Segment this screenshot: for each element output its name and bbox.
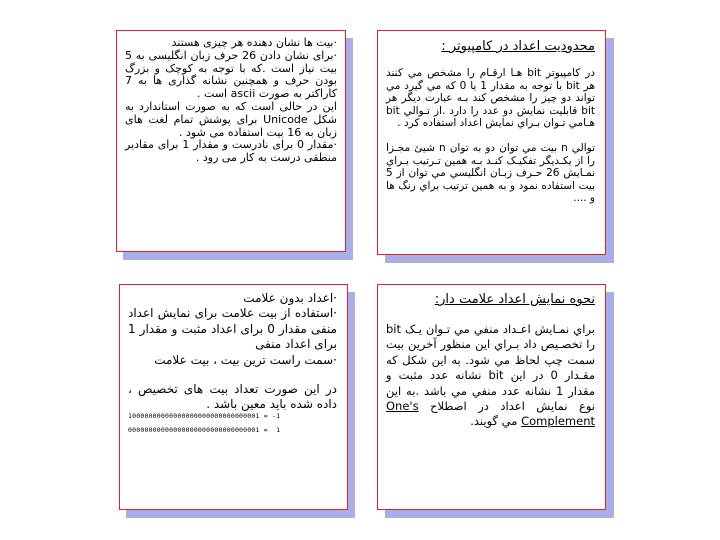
- card-paragraph: [386, 322, 595, 430]
- card-paragraph-text: براي نمـايش اعـداد منفي مي تـوان يـک bit را تخصـيص داد بـراي اين منظور آخرين بيت سمت چپ لحاظ مي شود. به اين شکل که مقـدار 0 در اين bit نشانه عدد مثبت و مقدار 1 نشانه عدد منفي مي باشد .به اين نوع نمايش اعداد در اصطلاح: [386, 322, 596, 414]
- binary-example-line: 00000000000000000000000000000001 = 1: [128, 425, 281, 434]
- card-title: نحوه نمايش اعداد علامت دار:: [434, 292, 595, 307]
- card-sign-bit: [119, 284, 348, 510]
- card-paragraph-end: مي گويند.: [470, 414, 518, 429]
- ones-complement-term: One's Complement: [386, 399, 595, 429]
- binary-example-line: 10000000000000000000000000000001 = -1: [128, 411, 281, 420]
- card-signed-numbers: [377, 284, 606, 510]
- bullet-item: ·سمت راست ترین بیت ، بیت علامت: [154, 352, 337, 367]
- bullet-item: ·مقدار 0 برای نادرست و مقدار 1 برای مقادیر منطقی درست به کار می رود .: [125, 138, 337, 165]
- card-number-limits: [377, 30, 606, 255]
- card-title: محدوديت اعداد در کامپيوتر :: [441, 39, 595, 54]
- card-paragraph: توالي n بيت مي توان دو به توان n شيئ مجـزا را از يکـديگر تفکيـک کنـد بـه همين تـرتيب بـراي نمـايش 26 حـرف زبـان انگليسي مي توان از 5 بيت استفاده نمود و به همين ترتيب براي رنگ ها و ....: [386, 141, 596, 205]
- bullet-item: ·استفاده از بیت علامت برای نمایش اعداد منفی مقدار 0 برای اعداد مثبت و مقدار 1 برای اعداد منفی: [128, 306, 337, 352]
- card-paragraph: این در حالی است که به صورت استاندارد به شکل Unicode برای پوشش تمام لغت های زبان به 16 بیت استفاده می شود .: [125, 99, 337, 139]
- card-paragraph: در کامپيوتر bit هـا ارقـام را مشخص مي کنند هر bit با توجه به مقدار 1 يا 0 که مي گيرد مي تواند دو چيز را مشخص کند بـه عبارت ديگر هر bit قابليت نمايش دو عدد را دارد .از تـوالي bit هـامي تـوان بـراي نمايش اعداد استفاده کرد .: [386, 67, 596, 130]
- bullet-item: ·اعداد بدون علامت: [243, 291, 337, 305]
- card-paragraph: در این صورت تعداد بیت های تخصیص ، داده شده باید معین باشد .: [128, 382, 337, 412]
- bullet-item: ·برای نشان دادن 26 حرف زبان انگلیسی به 5 بیت نیاز است .که با توجه به کوچک و بزرگ بودن حرف و همچنین نشانه گذاری ها به 7 کاراکتر به صورت ascii است .: [125, 48, 337, 101]
- bullet-item: ·بیت ها نشان دهنده هر چیزی هستند: [171, 36, 337, 49]
- card-bit-usage: [116, 30, 346, 252]
